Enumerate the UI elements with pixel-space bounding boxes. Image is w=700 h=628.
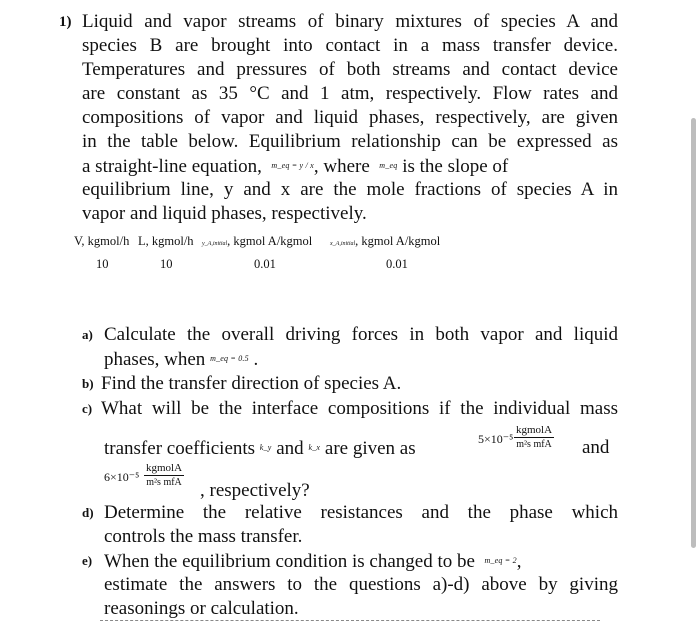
table-header-y <box>202 234 312 249</box>
table-header-l: L, kgmol/h <box>138 234 194 248</box>
question-d-label: d) <box>82 505 94 520</box>
equation-meq: m_eq = y / x <box>271 161 314 170</box>
question-d-line-1: Determine the relative resistances and the phase which <box>104 502 618 523</box>
question-c-line-2 <box>104 436 416 461</box>
table-cell-v: 10 <box>96 257 109 271</box>
y-initial-symbol: y_A,initial <box>202 241 228 247</box>
y-units: , kgmol A/kgmol <box>227 234 313 248</box>
problem-line-2: species B are brought into contact in a mass transfer device. <box>82 35 618 56</box>
question-c-label: c) <box>82 401 93 416</box>
units-fraction-1 <box>514 424 554 451</box>
problem-line-6: in the table below. Equilibrium relationship can be expressed as <box>82 131 618 152</box>
problem-line-9: vapor and liquid phases, respectively. <box>82 203 367 224</box>
table-cell-y: 0.01 <box>254 257 276 271</box>
question-b-text: Find the transfer direction of species A. <box>101 373 402 394</box>
ky-symbol: k_y <box>259 443 272 452</box>
question-a-label: a) <box>82 327 93 342</box>
question-b-label: b) <box>82 376 94 391</box>
problem-line-8: equilibrium line, y and x are the mole fractions of species A in <box>82 179 618 200</box>
units-num-1: kgmolA <box>516 424 553 436</box>
e-changed: When the equilibrium condition is changed to be <box>104 551 475 572</box>
table-header-v: V, kgmol/h <box>74 234 130 248</box>
question-e-line-1 <box>104 549 522 574</box>
question-a-phases: phases, when <box>104 349 206 370</box>
problem-number: 1) <box>59 14 72 30</box>
question-c-line-1: What will be the interface compositions if the individual mass <box>101 398 618 419</box>
problem-line-3: Temperatures and pressures of both streams and contact device <box>82 59 618 80</box>
meq-two: m_eq = 2 <box>484 556 517 565</box>
question-e-line-3: reasonings or calculation. <box>104 598 299 619</box>
meq-half: m_eq = 0.5 <box>210 354 249 363</box>
c-and-1: and <box>276 438 304 459</box>
table-header-x <box>330 234 440 249</box>
x-initial-symbol: x_A,initial <box>330 241 356 247</box>
c-transfer-coefficients: transfer coefficients <box>104 438 256 459</box>
question-a-end: . <box>253 349 259 370</box>
vertical-scrollbar[interactable] <box>691 118 696 548</box>
coefficient-1: 5×10⁻⁵ <box>478 432 514 446</box>
problem-line-4: are constant as 35 °C and 1 atm, respectively. Flow rates and <box>82 83 618 104</box>
question-e-line-2: estimate the answers to the questions a)-d) above by giving <box>104 574 618 595</box>
table-cell-l: 10 <box>160 257 173 271</box>
c-and-2: and <box>582 437 610 458</box>
e-comma: , <box>516 551 522 572</box>
line7-mid: , where <box>313 156 370 177</box>
problem-line-1: Liquid and vapor streams of binary mixtures of species A and <box>82 11 618 32</box>
question-a-line-1: Calculate the overall driving forces in both vapor and liquid <box>104 324 618 345</box>
kx-symbol: k_x <box>308 443 321 452</box>
problem-line-7 <box>82 154 618 179</box>
line7-prefix: a straight-line equation, <box>82 156 262 177</box>
problem-line-5: compositions of vapor and liquid phases, respectively, are given <box>82 107 618 128</box>
units-den-1: m²s mfA <box>516 439 552 450</box>
question-a-line-2 <box>104 347 258 372</box>
units-den-2: m²s mfA <box>146 477 182 488</box>
coefficient-2: 6×10⁻⁵ <box>104 470 140 484</box>
c-are-given-as: are given as <box>324 438 416 459</box>
slope-symbol: m_eq <box>379 161 398 170</box>
c-respectively: , respectively? <box>200 480 310 501</box>
x-units: , kgmol A/kgmol <box>355 234 441 248</box>
line7-suffix: is the slope of <box>402 156 509 177</box>
question-e-label: e) <box>82 553 93 568</box>
units-num-2: kgmolA <box>146 462 183 474</box>
question-d-line-2: controls the mass transfer. <box>104 526 303 547</box>
table-cell-x: 0.01 <box>386 257 408 271</box>
units-fraction-2 <box>144 462 184 489</box>
